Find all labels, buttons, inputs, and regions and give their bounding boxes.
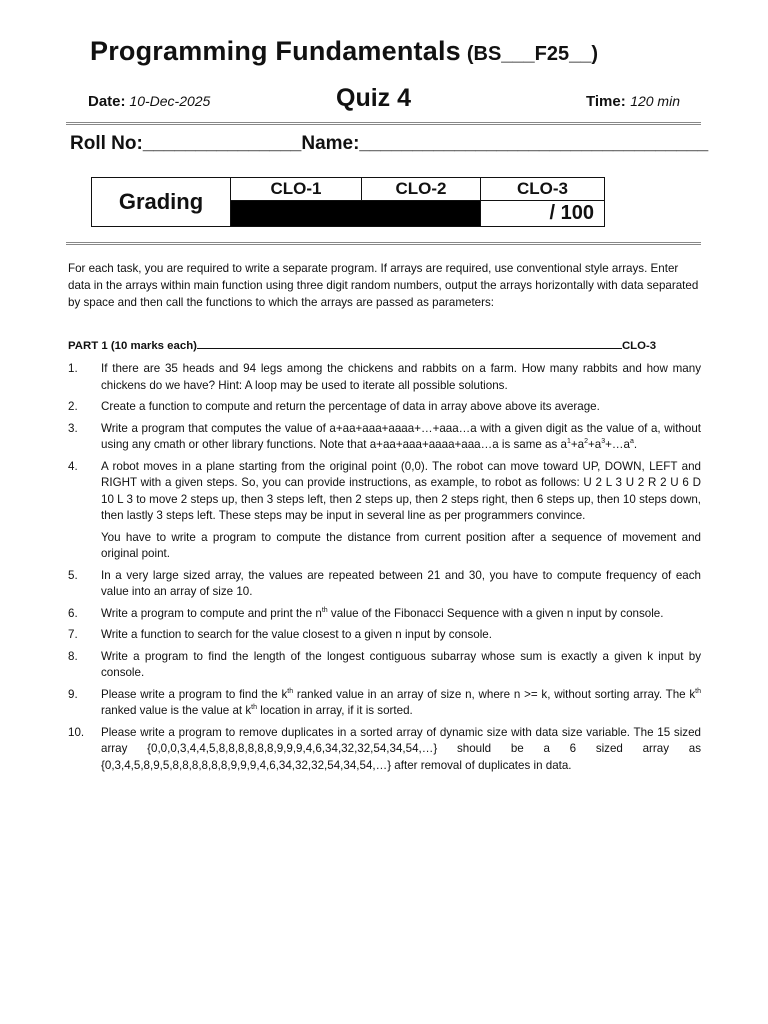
date-field [88, 93, 210, 110]
question-text: Please write a program to remove duplicates in a sorted array of dynamic size with data size variable. The 15 sized array {0,0,0,3,4,4,5,8,8,8,8,8,8,9,9,9,4,6,34,32,32,54,34,54,…} should be a 6 sized array as {0,3,4,5,8,9,5,8,8,8,8,8,8,9,9,9,4,6,34,32,32,54,34,54,…} after removal of duplicates in data. [101, 725, 701, 772]
question-text: Write a program to find the length of the longest contiguous subarray whose sum is exactly a given k input by console. [101, 649, 701, 679]
course-title: Programming Fundamentals [90, 36, 461, 66]
roll-blank: _______________ [142, 133, 302, 154]
question-text-continued: You have to write a program to compute the distance from current position after a sequence of movement and original point. [101, 530, 701, 560]
question-number: 2. [68, 400, 78, 413]
clo2-header: CLO-2 [362, 178, 481, 201]
question-number: 1. [68, 362, 78, 375]
question-text: If there are 35 heads and 94 legs among the chickens and rabbits on a farm. How many rabbits and how many chickens do we have? Hint: A loop may be used to iterate all possible solutions. [101, 362, 701, 392]
clo1-header: CLO-1 [231, 178, 362, 201]
date-label: Date: [88, 93, 126, 110]
text-part: +a [588, 438, 602, 451]
text-part: . [633, 438, 638, 451]
clo3-header: CLO-3 [481, 178, 605, 201]
question-item [68, 687, 701, 720]
question-item [68, 725, 701, 775]
question-item [68, 459, 701, 563]
question-item [68, 568, 701, 601]
time-label: Time: [586, 93, 626, 110]
question-list [68, 361, 701, 779]
text-part: +a [570, 438, 585, 451]
question-number: 8. [68, 649, 78, 663]
text-part: location in array, if it is sorted. [257, 704, 413, 717]
question-number: 6. [68, 606, 78, 620]
superscript: 3 [601, 438, 606, 446]
part-underline [197, 337, 622, 349]
roll-label: Roll No: [70, 133, 143, 154]
question-text: Create a function to compute and return the percentage of data in array above above its average. [101, 400, 600, 413]
question-number: 9. [68, 687, 78, 701]
time-field [586, 93, 680, 111]
divider [66, 242, 701, 245]
question-text: Write a function to search for the value closest to a given n input by console. [101, 628, 492, 641]
text-part: Write a program that computes the value of a+aa+aaa+aaaa+…+aaa…a with a given digit as the value of a, without using any cmath or other library functions. Note that a+aa+aaa+aaaa+aaa…a is same as a [101, 421, 701, 451]
question-item [68, 606, 701, 623]
superscript: 2 [584, 438, 589, 446]
student-info-row [70, 133, 708, 155]
score-cell: / 100 [481, 201, 605, 227]
superscript: 1 [566, 438, 571, 446]
text-part: ranked value is the value at k [101, 704, 252, 717]
grading-label: Grading [92, 178, 231, 227]
question-text [101, 687, 701, 720]
question-item [68, 421, 701, 454]
question-number: 3. [68, 421, 78, 435]
meta-row [88, 84, 688, 118]
page-title [90, 36, 598, 67]
question-number: 4. [68, 459, 78, 473]
question-number: 10. [68, 725, 85, 739]
question-text: In a very large sized array, the values are repeated between 21 and 30, you have to compute frequency of each value into an array of size 10. [101, 568, 701, 598]
superscript: th [321, 606, 328, 614]
superscript: th [251, 704, 258, 712]
name-label: Name: [301, 133, 360, 154]
question-text: A robot moves in a plane starting from the original point (0,0). The robot can move toward UP, DOWN, LEFT and RIGHT with a given steps. So, you can provide instructions, as example, to robot as follows: U 2 L 3 U 2 R 2 U 6 D 10 L 3 to move 2 steps up, then 3 steps left, then 2 steps up, then 2 steps right, then 6 steps up, then 10 steps down, then lastly 3 steps left. These steps may be input in several line as per programmers convince. [101, 459, 701, 522]
name-blank: _________________________________ [359, 133, 709, 154]
divider [66, 122, 701, 125]
superscript: th [287, 687, 294, 695]
question-item [68, 399, 701, 416]
text-part: ranked value in an array of size n, where n >= k, without sorting array. The k [293, 687, 696, 701]
date-value: 10-Dec-2025 [129, 93, 211, 109]
program-code: (BS___F25__) [466, 43, 599, 65]
text-part: +…a [605, 438, 630, 451]
clo1-clo2-blackout [231, 201, 481, 227]
quiz-title: Quiz 4 [336, 84, 412, 112]
text-part: Write a program to compute and print the n [101, 606, 322, 620]
question-text [101, 421, 701, 454]
time-value: 120 min [630, 93, 680, 109]
text-part: value of the Fibonacci Sequence with a given n input by console. [327, 606, 664, 620]
superscript: a [629, 438, 634, 446]
grading-table [91, 177, 605, 227]
instructions: For each task, you are required to write a separate program. If arrays are required, use conventional style arrays. Enter data in the arrays within main function using three digit random numbers, output the arrays horizontally with data separated by space and then call the functions to which the arrays are passed as parameters: [68, 262, 699, 309]
question-item [68, 649, 701, 682]
superscript: th [695, 687, 702, 695]
part-heading [68, 337, 701, 352]
question-text [101, 606, 701, 623]
part-clo: CLO-3 [621, 340, 657, 352]
text-part: Please write a program to find the k [101, 687, 288, 701]
question-number: 7. [68, 628, 78, 641]
question-item [68, 627, 701, 644]
question-item [68, 361, 701, 394]
question-number: 5. [68, 568, 78, 582]
part-label: PART 1 (10 marks each) [68, 340, 197, 352]
